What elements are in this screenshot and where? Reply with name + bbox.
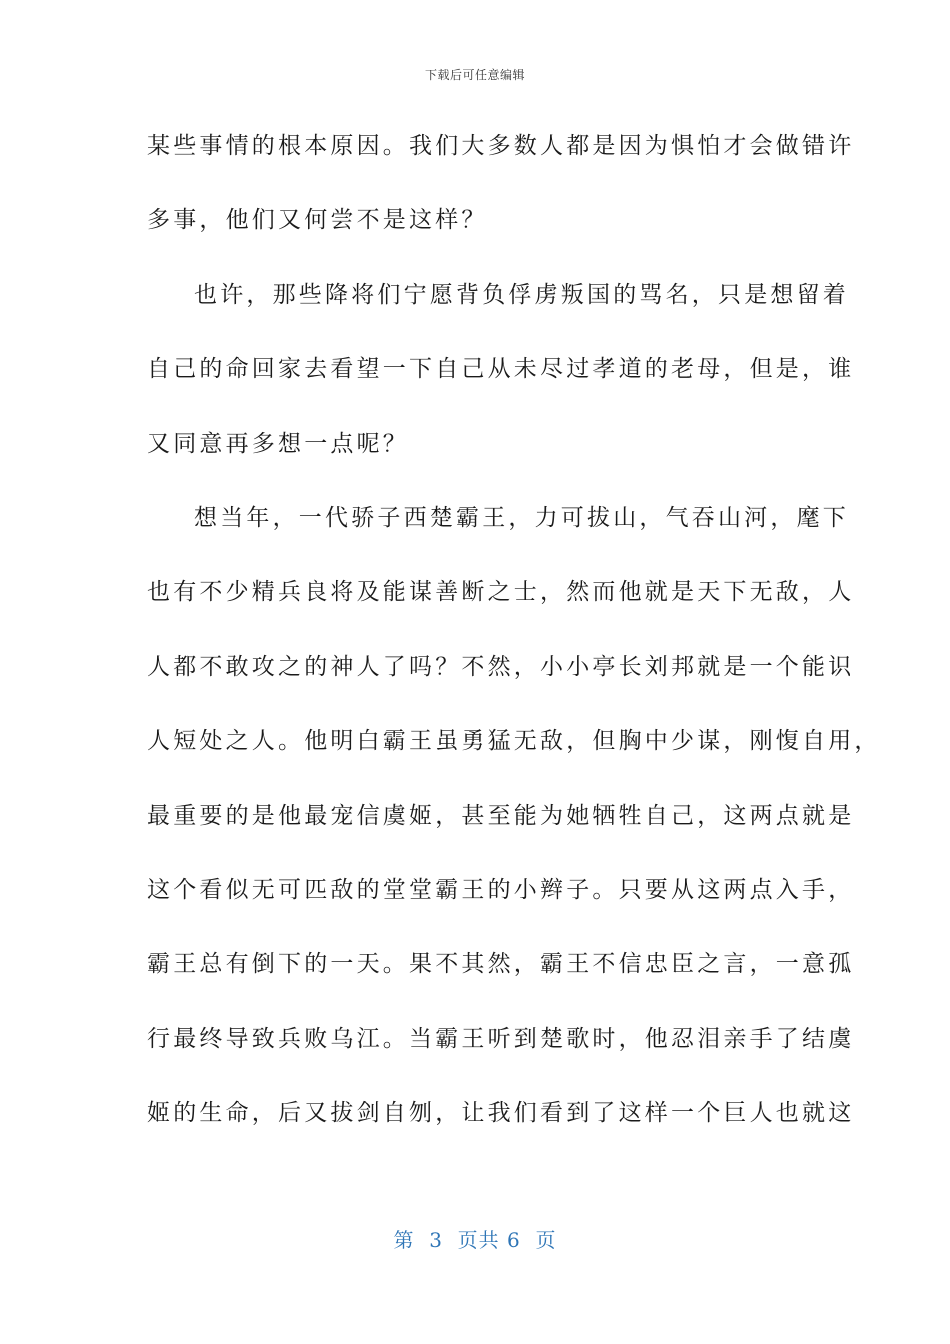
text-line: 这个看似无可匹敌的堂堂霸王的小辫子。只要从这两点入手，	[147, 876, 855, 903]
text-line: 也有不少精兵良将及能谋善断之士，然而他就是天下无敌，人	[147, 579, 855, 606]
text-line: 想当年，一代骄子西楚霸王，力可拔山，气吞山河，麾下	[194, 504, 849, 531]
text-line: 某些事情的根本原因。我们大多数人都是因为惧怕才会做错许	[147, 133, 855, 159]
text-line: 人短处之人。他明白霸王虽勇猛无敌，但胸中少谋，刚愎自用，	[147, 728, 881, 755]
text-line: 最重要的是他最宠信虞姬，甚至能为她牺牲自己，这两点就是	[147, 802, 855, 829]
text-line: 也许，那些降将们宁愿背负俘虏叛国的骂名，只是想留着	[194, 281, 849, 308]
text-line: 霸王总有倒下的一天。果不其然，霸王不信忠臣之言，一意孤	[147, 951, 855, 978]
page-number-footer: 第 3 页共 6 页	[393, 1228, 557, 1252]
page-header: 下载后可任意编辑	[424, 68, 525, 82]
text-line: 自己的命回家去看望一下自己从未尽过孝道的老母，但是，谁	[147, 356, 855, 383]
text-line: 姬的生命，后又拔剑自刎，让我们看到了这样一个巨人也就这	[147, 1100, 855, 1127]
text-line: 多事，他们又何尝不是这样？	[147, 207, 488, 234]
text-line: 又同意再多想一点呢？	[147, 430, 409, 457]
body-text	[147, 124, 881, 1165]
text-line: 人都不敢攻之的神人了吗？不然，小小亭长刘邦就是一个能识	[147, 653, 855, 680]
text-line: 行最终导致兵败乌江。当霸王听到楚歌时，他忍泪亲手了结虞	[147, 1025, 855, 1052]
